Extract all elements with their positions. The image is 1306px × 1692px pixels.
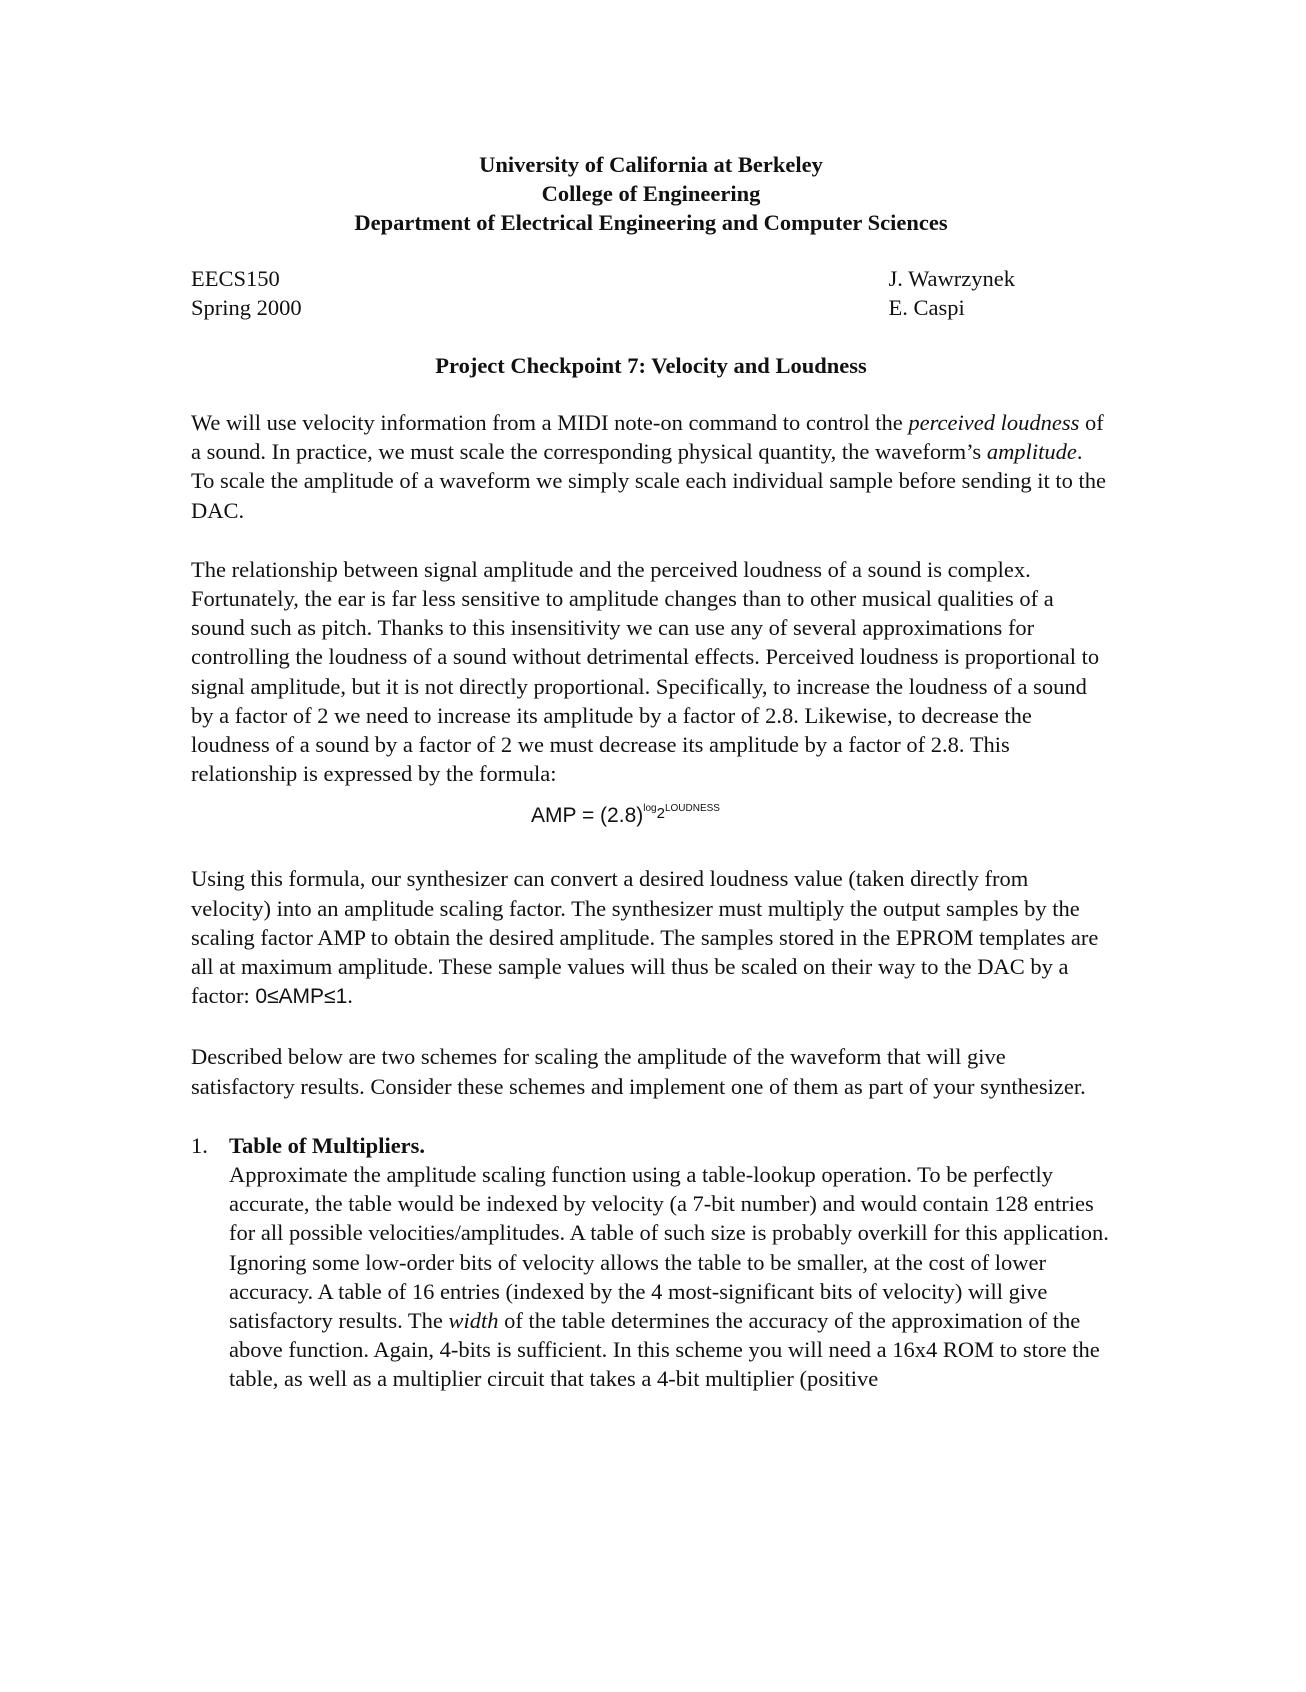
document-title: Project Checkpoint 7: Velocity and Loudness — [435, 353, 867, 378]
formula-exponent — [643, 803, 720, 823]
list-item — [191, 1131, 1111, 1394]
instructor-list — [889, 264, 1016, 322]
text-run: of the table determines the accuracy of the approximation of the above function. Again, 4-bits is sufficient. In this scheme you will need a 16x4 ROM to store the table, as well as a multiplier circuit that takes a 4-bit multiplier (positive — [229, 1308, 1100, 1392]
formula-log-base: 2 — [656, 805, 665, 823]
text-run: . To scale the amplitude of a waveform we simply scale each individual sample before sending it to the DAC. — [191, 439, 1107, 523]
course-details — [191, 264, 302, 322]
list-item-body — [229, 1131, 1111, 1394]
college-name: College of Engineering — [541, 181, 761, 206]
schemes-list — [191, 1131, 1111, 1394]
instructor-name: E. Caspi — [888, 295, 965, 320]
emphasis-text: amplitude — [986, 439, 1077, 465]
text-run: Using this formula, our synthesizer can convert a desired loudness value (taken directly from velocity) into an amplitude scaling factor. The synthesizer must multiply the output samples by the scaling factor AMP to obtain the desired amplitude. The samples stored in the EPROM templates are all at maximum amplitude. These sample values will thus be scaled on their way to the DAC by a factor: — [191, 866, 1099, 1009]
text-run: of a sound. In practice, we must scale the corresponding physical quantity, the waveform’s — [191, 410, 1104, 465]
formula-log: log — [643, 803, 657, 815]
emphasis-text: perceived loudness — [908, 410, 1080, 435]
list-item-heading: Table of Multipliers. — [229, 1132, 426, 1158]
list-item-number: 1. — [191, 1132, 208, 1158]
intro-paragraph — [191, 408, 1111, 525]
relationship-paragraph: The relationship between signal amplitude and the perceived loudness of a sound is complex. Fortunately, the ear is far less sensitive to amplitude changes than to other musical qualities of a sound such as pitch. Thanks to this insensitivity we can use any of several approximations for controlling the loudness of a sound without detrimental effects. Perceived loudness is proportional to signal amplitude, but it is not directly proportional. Specifically, to increase the loudness of a sound by a factor of 2 we need to increase its amplitude by a factor of 2.8. Likewise, to decrease the loudness of a sound by a factor of 2 we must decrease its amplitude by a factor of 2.8. This relationship is expressed by the formula: — [191, 556, 1100, 787]
course-info — [191, 264, 1111, 322]
emphasis-text: width — [448, 1308, 499, 1334]
instructor-name: J. Wawrzynek — [888, 266, 1015, 291]
course-code: EECS150 — [191, 266, 280, 291]
institution-header — [191, 150, 1111, 237]
text-run: Approximate the amplitude scaling function using a table-lookup operation. To be perfectly accurate, the table would be indexed by velocity (a 7-bit number) and would contain 128 entries for all possible velocities/amplitudes. A table of such size is probably overkill for this application. Ignoring some low-order bits of velocity allows the table to be smaller, at the cost of lower accuracy. A table of 16 entries (indexed by the 4 most-significant bits of velocity) will give satisfactory results. The — [229, 1162, 1109, 1334]
formula-log-argument: LOUDNESS — [664, 803, 720, 815]
course-term: Spring 2000 — [191, 295, 302, 320]
document-page — [191, 150, 1111, 1394]
amp-range-expression: 0≤AMP≤1 — [255, 985, 348, 1009]
formula-lhs: AMP = (2.8) — [531, 804, 644, 828]
formula-usage-paragraph — [191, 864, 1111, 1011]
schemes-intro-paragraph: Described below are two schemes for scaling the amplitude of the waveform that will give satisfactory results. Consider these schemes and implement one of them as part of your synthesizer. — [191, 1044, 1086, 1099]
list-item-text — [229, 1160, 1111, 1394]
university-name: University of California at Berkeley — [479, 152, 823, 177]
department-name: Department of Electrical Engineering and Computer Sciences — [354, 210, 948, 235]
text-run: We will use velocity information from a MIDI note-on command to control the — [191, 410, 909, 435]
text-run: . — [347, 983, 353, 1009]
amplitude-formula — [531, 802, 1111, 832]
